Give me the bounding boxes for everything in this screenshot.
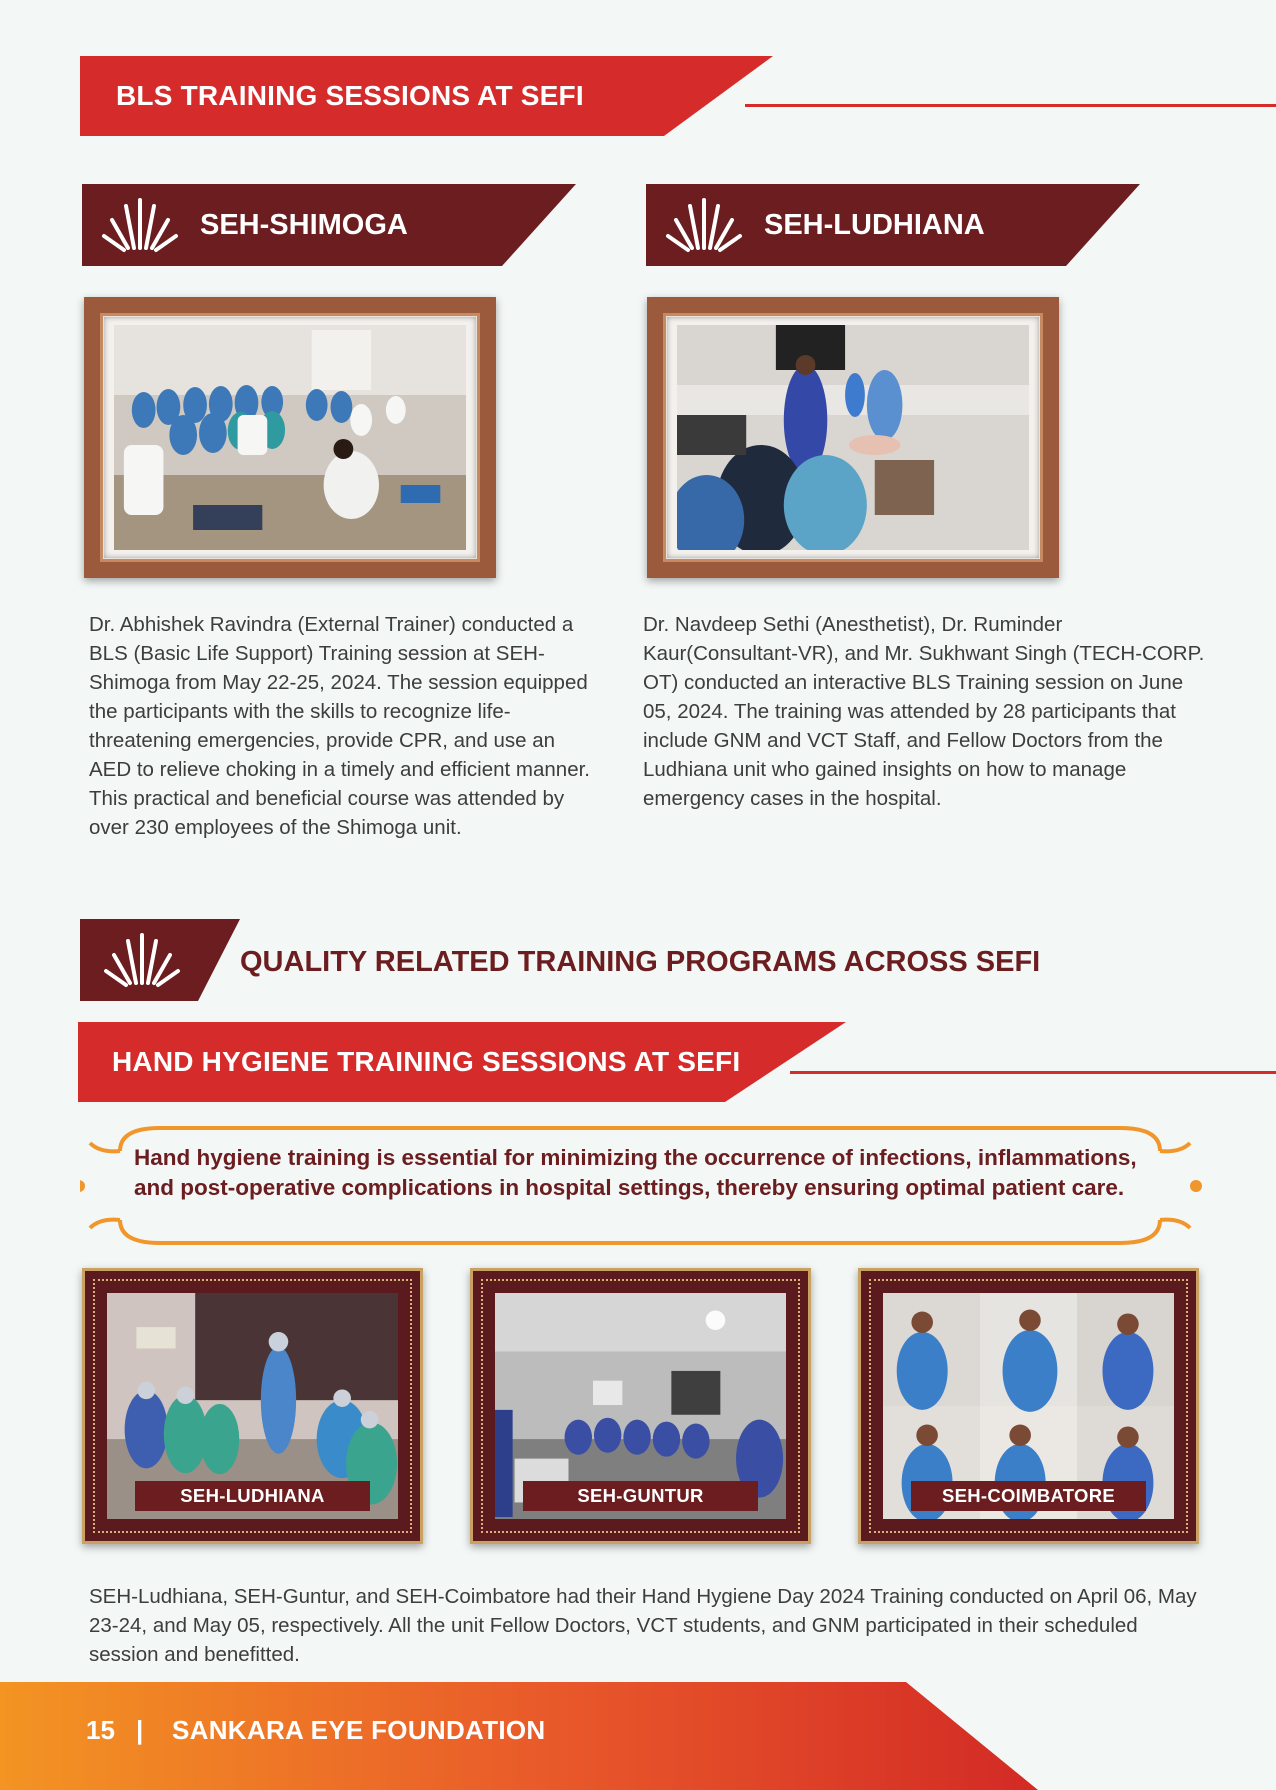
burst-logo-icon [100, 196, 180, 254]
photo-caption: SEH-COIMBATORE [911, 1481, 1146, 1511]
photo-frame-hh-ludhiana [82, 1268, 423, 1544]
quality-section-title: QUALITY RELATED TRAINING PROGRAMS ACROSS SEFI [240, 946, 1041, 978]
callout-text: Hand hygiene training is essential for minimizing the occurrence of infections, inflammations, and post-operative complications in hospital settings, thereby ensuring optimal patient care. [134, 1145, 1137, 1200]
quality-section-badge [80, 919, 240, 1001]
hand-hygiene-summary: SEH-Ludhiana, SEH-Guntur, and SEH-Coimbatore had their Hand Hygiene Day 2024 Training conducted on April 06, May 23-24, and May 05, respectively. All the unit Fellow Doctors, VCT students, and GNM participated in their scheduled session and benefitted. [89, 1585, 1197, 1666]
unit-header-ludhiana [646, 184, 1141, 266]
organization-name: SANKARA EYE FOUNDATION [172, 1715, 546, 1745]
photo-frame-shimoga [84, 297, 496, 578]
unit-name: SEH-SHIMOGA [200, 209, 408, 241]
photo-bls-shimoga [114, 325, 466, 550]
page-number: 15 [86, 1715, 115, 1745]
photo-caption: SEH-GUNTUR [523, 1481, 758, 1511]
photo-bls-ludhiana [677, 325, 1029, 550]
ludhiana-description: Dr. Navdeep Sethi (Anesthetist), Dr. Ruminder Kaur(Consultant-VR), and Mr. Sukhwant Singh (TECH-CORP. OT) conducted an interactive BLS Training session on June 05, 2024. The training was attended by 28 participants that include GNM and VCT Staff, and Fellow Doctors from the Ludhiana unit who gained insights on how to manage emergency cases in the hospital. [643, 613, 1205, 810]
hand-hygiene-title: HAND HYGIENE TRAINING SESSIONS AT SEFI [112, 1046, 741, 1077]
unit-name: SEH-LUDHIANA [764, 209, 985, 241]
hand-hygiene-callout [80, 1123, 1202, 1248]
bls-section-banner [80, 56, 780, 136]
page-footer [0, 1682, 1276, 1790]
shimoga-description: Dr. Abhishek Ravindra (External Trainer) conducted a BLS (Basic Life Support) Training session at SEH-Shimoga from May 22-25, 2024. The session equipped the participants with the skills to recognize life-threatening emergencies, provide CPR, and use an AED to relieve choking in a timely and efficient manner. This practical and beneficial course was attended by over 230 employees of the Shimoga unit. [89, 613, 590, 839]
photo-frame-hh-guntur [470, 1268, 811, 1544]
hand-hygiene-banner [78, 1022, 848, 1102]
hand-hygiene-divider-line [790, 1071, 1276, 1074]
bls-divider-line [745, 104, 1276, 107]
unit-header-shimoga [82, 184, 577, 266]
photo-frame-hh-coimbatore [858, 1268, 1199, 1544]
burst-logo-icon [664, 196, 744, 254]
footer-separator: | [136, 1715, 144, 1745]
photo-frame-ludhiana [647, 297, 1059, 578]
bls-section-title: BLS TRAINING SESSIONS AT SEFI [116, 80, 584, 111]
photo-caption: SEH-LUDHIANA [135, 1481, 370, 1511]
